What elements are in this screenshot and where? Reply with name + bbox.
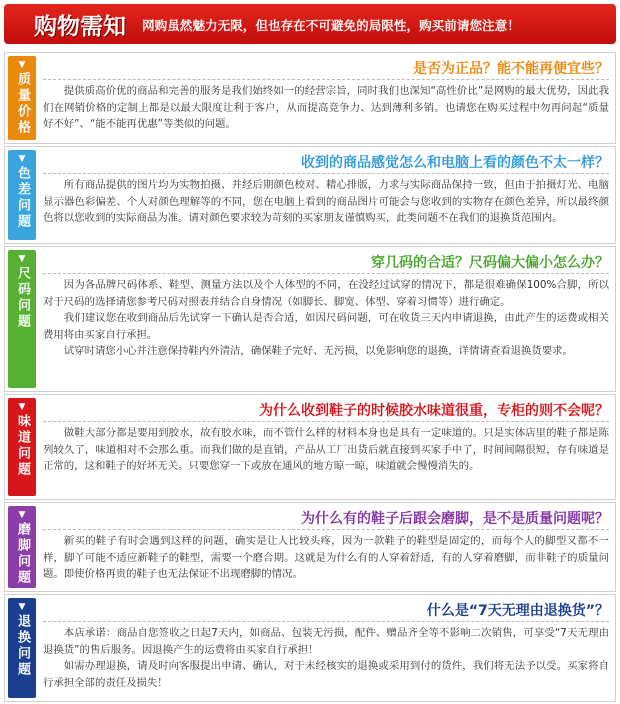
section-tag xyxy=(8,250,36,388)
section-tag-label: 味道问题 xyxy=(15,414,30,478)
section-tag-label: 质量价格 xyxy=(15,72,30,136)
section-tag xyxy=(8,398,36,496)
section-color-difference xyxy=(4,146,616,244)
section-tag xyxy=(8,150,36,240)
section-question: 为什么收到鞋子的时候胶水味道很重，专柜的则不会呢？ xyxy=(259,403,609,419)
arrow-down-icon: ▼ xyxy=(18,254,26,264)
section-paragraph: 因为各品牌尺码体系、鞋型、测量方法以及个人体型的不同，在没经过试穿的情况下，都是很难确保100%合脚，所以对于尺码的选择请您参考尺码对照表并结合自身情况（如脚长、脚宽、体型、穿着习惯等）进行确定。 xyxy=(43,279,609,308)
section-tag-label: 色差问题 xyxy=(15,166,30,230)
section-size xyxy=(4,246,616,392)
arrow-down-icon: ▼ xyxy=(18,402,26,412)
divider xyxy=(43,529,609,530)
section-question: 是否为正品？能不能再便宜些？ xyxy=(413,61,609,77)
section-return-exchange xyxy=(4,594,616,702)
divider xyxy=(43,79,609,80)
notice-header xyxy=(4,4,616,44)
divider xyxy=(43,273,609,274)
section-chafing xyxy=(4,502,616,592)
section-tag-label: 尺码问题 xyxy=(15,266,30,330)
section-paragraph: 提供质高价优的商品和完善的服务是我们始终如一的经营宗旨，同时我们也深知“高性价比”是网购的最大优势，因此我们在网销价格的定制上都是以最大限度让利于客户，从而提高竞争力、达到薄利多销。也请您在购买过程中勿再问起“质量好不好”、“能不能再优惠”等类似的问题。 xyxy=(43,85,609,130)
section-tag xyxy=(8,598,36,698)
header-title: 购物需知 xyxy=(34,13,126,40)
header-subtitle: 网购虽然魅力无限，但也存在不可避免的局限性，购买前请您注意！ xyxy=(142,17,520,33)
section-question: 穿几码的合适？尺码偏大偏小怎么办？ xyxy=(371,255,609,271)
section-question: 收到的商品感觉怎么和电脑上看的颜色不太一样？ xyxy=(301,155,609,171)
section-quality-price xyxy=(4,52,616,144)
section-tag-label: 磨脚问题 xyxy=(15,522,30,586)
arrow-down-icon: ▼ xyxy=(18,154,26,164)
section-tag-label: 退换问题 xyxy=(15,614,30,678)
section-paragraph: 本店承诺：商品自您签收之日起7天内，如商品、包装无污损，配件、赠品齐全等不影响二次销售，可享受“7天无理由退换货”的售后服务。因退换产生的运费将由买家自行承担！ xyxy=(43,627,609,656)
arrow-down-icon: ▼ xyxy=(18,602,26,612)
section-paragraph: 我们建议您在收到商品后先试穿一下确认是否合适，如因尺码问题，可在收货三天内申请退换，由此产生的运费或相关费用将由买家自行承担。 xyxy=(43,312,609,341)
section-tag xyxy=(8,506,36,588)
section-smell xyxy=(4,394,616,500)
divider xyxy=(43,173,609,174)
section-paragraph: 试穿时请您小心并注意保持鞋内外清洁，确保鞋子完好、无污损，以免影响您的退换，详情请查看退换货要求。 xyxy=(63,345,573,357)
section-paragraph: 所有商品提供的图片均为实物拍摄、并经后期颜色校对、精心排版，力求与实际商品保持一致，但由于拍摄灯光、电脑显示器色彩偏差、个人对颜色理解等的不同，您在电脑上看到的商品图片可能会与您收到的实物存在颜色差异，所以最终颜色将以您收到的实际商品为准。请对颜色要求较为苛刻的买家朋友谨慎购买，此类问题不在我们的退换货范围内。 xyxy=(43,179,609,224)
section-question: 什么是“7天无理由退换货”？ xyxy=(426,603,609,619)
divider xyxy=(43,621,609,622)
section-tag xyxy=(8,56,36,140)
section-paragraph: 如需办理退换，请及时向客服提出申请、确认，对于未经核实的退换或采用到付的货件，我们将无法予以受。买家将自行承担全部的责任及损失！ xyxy=(43,660,609,689)
arrow-down-icon: ▼ xyxy=(18,60,26,70)
section-paragraph: 做鞋大部分都是要用到胶水，故有胶水味，而不管什么样的材料本身也是具有一定味道的。只是实体店里的鞋子都是陈列较久了，味道相对不会那么重。而我们做的是直销，产品从工厂出货后就直接到买家手中了，时间间隔很短，存有味道是正常的，这和鞋子的好坏无关。只要您穿一下或放在通风的地方晾一晾，味道就会慢慢消失的。 xyxy=(43,427,609,472)
section-question: 为什么有的鞋子后跟会磨脚，是不是质量问题呢？ xyxy=(301,511,609,527)
section-paragraph: 新买的鞋子有时会遇到这样的问题，确实是让人比较头疼，因为一款鞋子的鞋型是固定的，而每个人的脚型又都不一样，脚丫可能不适应新鞋子的鞋型，需要一个磨合期。这就是为什么有的人穿着舒适，有的人穿着磨脚，而非鞋子的质量问题。即使价格再贵的鞋子也无法保证不出现磨脚的情况。 xyxy=(43,535,609,580)
arrow-down-icon: ▼ xyxy=(18,510,26,520)
divider xyxy=(43,421,609,422)
